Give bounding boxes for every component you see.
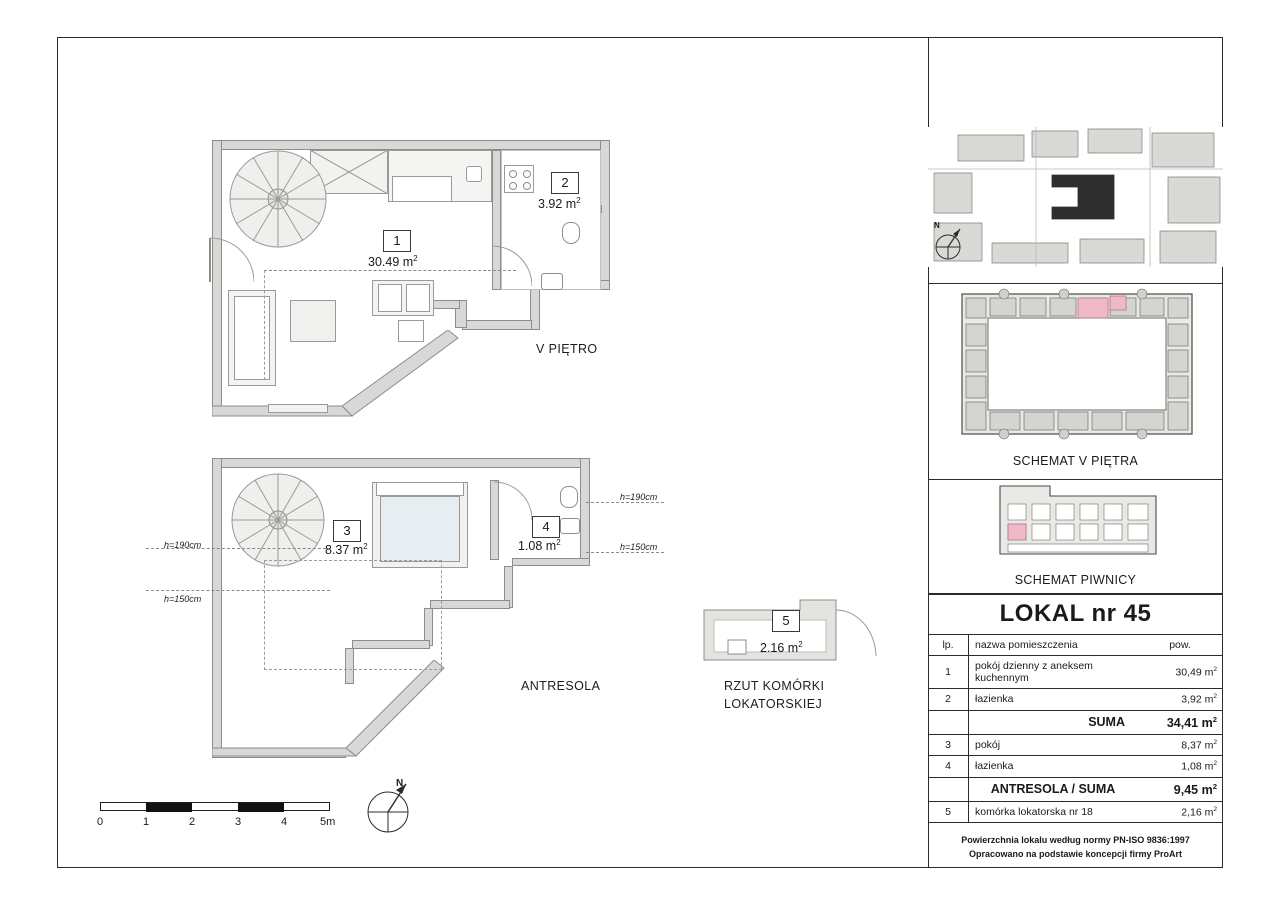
- scale-tick-0: 0: [97, 816, 104, 828]
- north-label-site: N: [934, 221, 940, 230]
- floor-key-plan: [928, 284, 1223, 449]
- floor-key-plan-caption: SCHEMAT V PIĘTRA: [1012, 454, 1139, 468]
- header-pow: pow.: [1137, 635, 1223, 656]
- row-pow-unit: 2: [1213, 693, 1217, 700]
- row-lp: 3: [928, 734, 969, 756]
- table-sum-row: [928, 777, 1223, 801]
- sum-pow-value: 34,41 m: [1166, 715, 1213, 730]
- row-pow: [1137, 801, 1223, 823]
- wall-step-2: [462, 320, 532, 330]
- table-row: [928, 756, 1223, 778]
- storage-caption-line1: RZUT KOMÓRKI: [724, 679, 825, 693]
- bed-headboard-icon: [376, 482, 464, 496]
- table-note-line1: Powierzchnia lokalu według normy PN-ISO 9836:1997: [961, 835, 1190, 845]
- room-number-4: 4: [532, 516, 560, 538]
- table-note-line2: Opracowano na podstawie koncepcji firmy ProArt: [968, 849, 1183, 859]
- room-area-3: [325, 542, 368, 557]
- row-pow-unit: 2: [1213, 760, 1217, 768]
- room-area-3-value: 8.37 m: [325, 543, 364, 558]
- scale-tick-4: 4: [281, 816, 288, 828]
- room-area-4-unit: 2: [556, 538, 561, 547]
- table-row: [928, 689, 1223, 711]
- room-area-1-unit: 2: [413, 254, 418, 263]
- row-pow-value: 30,49 m: [1175, 666, 1214, 679]
- mezzanine-outline-dashed: [264, 270, 265, 380]
- height-line-150-left: [146, 590, 330, 591]
- row-lp: 4: [928, 756, 969, 778]
- chair-icon: [378, 284, 402, 312]
- wall-top: [212, 458, 590, 468]
- site-plan-block: [928, 127, 1223, 284]
- row-pow: [1137, 734, 1223, 756]
- row-pow-value: 1,08 m: [1181, 760, 1214, 773]
- bathroom-door-icon: [490, 244, 532, 286]
- row-pow-unit: 2: [1213, 805, 1217, 813]
- room-area-3-unit: 2: [363, 542, 368, 551]
- hob-burner-icon: [523, 182, 531, 190]
- window-icon: [268, 404, 328, 413]
- north-label-main: N: [396, 778, 404, 789]
- scale-tick-2: 2: [189, 816, 196, 828]
- height-label-190-right: h=190cm: [620, 492, 658, 502]
- wc-icon: [562, 222, 580, 244]
- table-header-row: [928, 635, 1223, 656]
- bathroom-door-icon: [492, 480, 532, 520]
- page-title: LOKAL nr 45: [999, 600, 1152, 627]
- spiral-staircase-icon: [230, 470, 326, 570]
- room-area-4-value: 1.08 m: [518, 539, 557, 554]
- height-line-150-right: [586, 552, 664, 553]
- kitchen-unit: [392, 176, 452, 202]
- room-area-5-unit: 2: [798, 640, 803, 649]
- angled-wall: [212, 660, 472, 760]
- row-lp: 5: [928, 801, 969, 823]
- floor-key-plan-block: [928, 284, 1223, 480]
- wc-icon: [560, 486, 578, 508]
- storage-outline: [700, 598, 890, 668]
- height-line-190-right: [586, 502, 664, 503]
- table-row: [928, 801, 1223, 823]
- wall-right: [600, 140, 610, 290]
- mezzanine-caption: ANTRESOLA: [521, 679, 601, 693]
- row-pow: [1137, 656, 1223, 689]
- scale-tick-1: 1: [143, 816, 150, 828]
- mezzanine-outline-dashed: [264, 270, 516, 271]
- entrance-door-icon: [208, 236, 254, 282]
- basement-key-plan: [928, 480, 1223, 568]
- room-area-4: [518, 538, 561, 553]
- row-name: łazienka: [969, 756, 1138, 778]
- row-name: komórka lokatorska nr 18: [969, 801, 1138, 823]
- room-number-2: 2: [551, 172, 579, 194]
- hob-burner-icon: [509, 170, 517, 178]
- row-pow-unit: 2: [1213, 665, 1217, 673]
- height-label-150-left: h=150cm: [164, 594, 202, 604]
- row-pow-value: 3,92 m: [1181, 693, 1214, 706]
- washbasin-icon: [560, 518, 580, 534]
- north-arrow-site: [934, 223, 974, 263]
- sum-label: SUMA: [969, 710, 1138, 734]
- table-sum-row: [928, 710, 1223, 734]
- room-number-5: 5: [772, 610, 800, 632]
- row-name: pokój dzienny z aneksem kuchennym: [969, 656, 1138, 689]
- hob-burner-icon: [509, 182, 517, 190]
- hob-burner-icon: [523, 170, 531, 178]
- room-area-2-unit: 2: [576, 196, 581, 205]
- height-label-150-right: h=150cm: [620, 542, 658, 552]
- scale-segment: [146, 803, 192, 812]
- header-lp: lp.: [928, 635, 969, 656]
- row-lp: 2: [928, 689, 969, 711]
- title-divider-top: [928, 594, 1223, 595]
- basement-key-plan-caption: SCHEMAT PIWNICY: [1014, 573, 1137, 587]
- sink-icon: [466, 166, 482, 182]
- chair-icon: [406, 284, 430, 312]
- room-area-5: [760, 640, 803, 655]
- sum-label: ANTRESOLA / SUMA: [969, 777, 1138, 801]
- row-name: łazienka: [969, 689, 1138, 711]
- floor-plan-caption: V PIĘTRO: [536, 342, 598, 356]
- wall-step-2: [430, 600, 510, 609]
- wall-right-bottom: [512, 558, 590, 566]
- room-specification-table: [928, 635, 1223, 823]
- table-row: [928, 656, 1223, 689]
- room-area-2: [538, 196, 581, 211]
- row-pow-value: 2,16 m: [1181, 806, 1214, 819]
- sum-lp: [928, 710, 969, 734]
- floor-below-outline-dashed: [264, 560, 442, 670]
- table-row: [928, 734, 1223, 756]
- scale-tick-3: 3: [235, 816, 242, 828]
- room-area-1-value: 30.49 m: [368, 255, 414, 270]
- height-label-190-left: h=190cm: [164, 540, 202, 550]
- scale-segment: [238, 803, 284, 812]
- room-number-1: 1: [383, 230, 411, 252]
- row-pow-value: 8,37 m: [1181, 739, 1214, 752]
- row-pow-unit: 2: [1213, 738, 1217, 746]
- sum-pow-unit: 2: [1212, 781, 1217, 791]
- room-area-5-value: 2.16 m: [760, 641, 799, 656]
- room-area-1: [368, 254, 418, 269]
- room-number-3: 3: [333, 520, 361, 542]
- row-pow: [1137, 689, 1223, 711]
- sum-pow: [1137, 777, 1223, 801]
- angled-wall: [212, 330, 472, 420]
- bed-mattress-icon: [380, 496, 460, 562]
- row-pow: [1137, 756, 1223, 778]
- washbasin-icon: [541, 273, 563, 290]
- storage-caption-line2: LOKATORSKIEJ: [724, 697, 823, 711]
- row-name: pokój: [969, 734, 1138, 756]
- row-lp: 1: [928, 656, 969, 689]
- scale-tick-5: 5m: [320, 816, 336, 828]
- sum-pow-unit: 2: [1212, 714, 1217, 724]
- basement-key-plan-block: [928, 480, 1223, 594]
- header-name: nazwa pomieszczenia: [969, 635, 1138, 656]
- sum-lp: [928, 777, 969, 801]
- room-area-2-value: 3.92 m: [538, 197, 577, 212]
- sum-pow-value: 9,45 m: [1173, 782, 1213, 797]
- wall-right: [580, 458, 590, 566]
- sum-pow: [1137, 710, 1223, 734]
